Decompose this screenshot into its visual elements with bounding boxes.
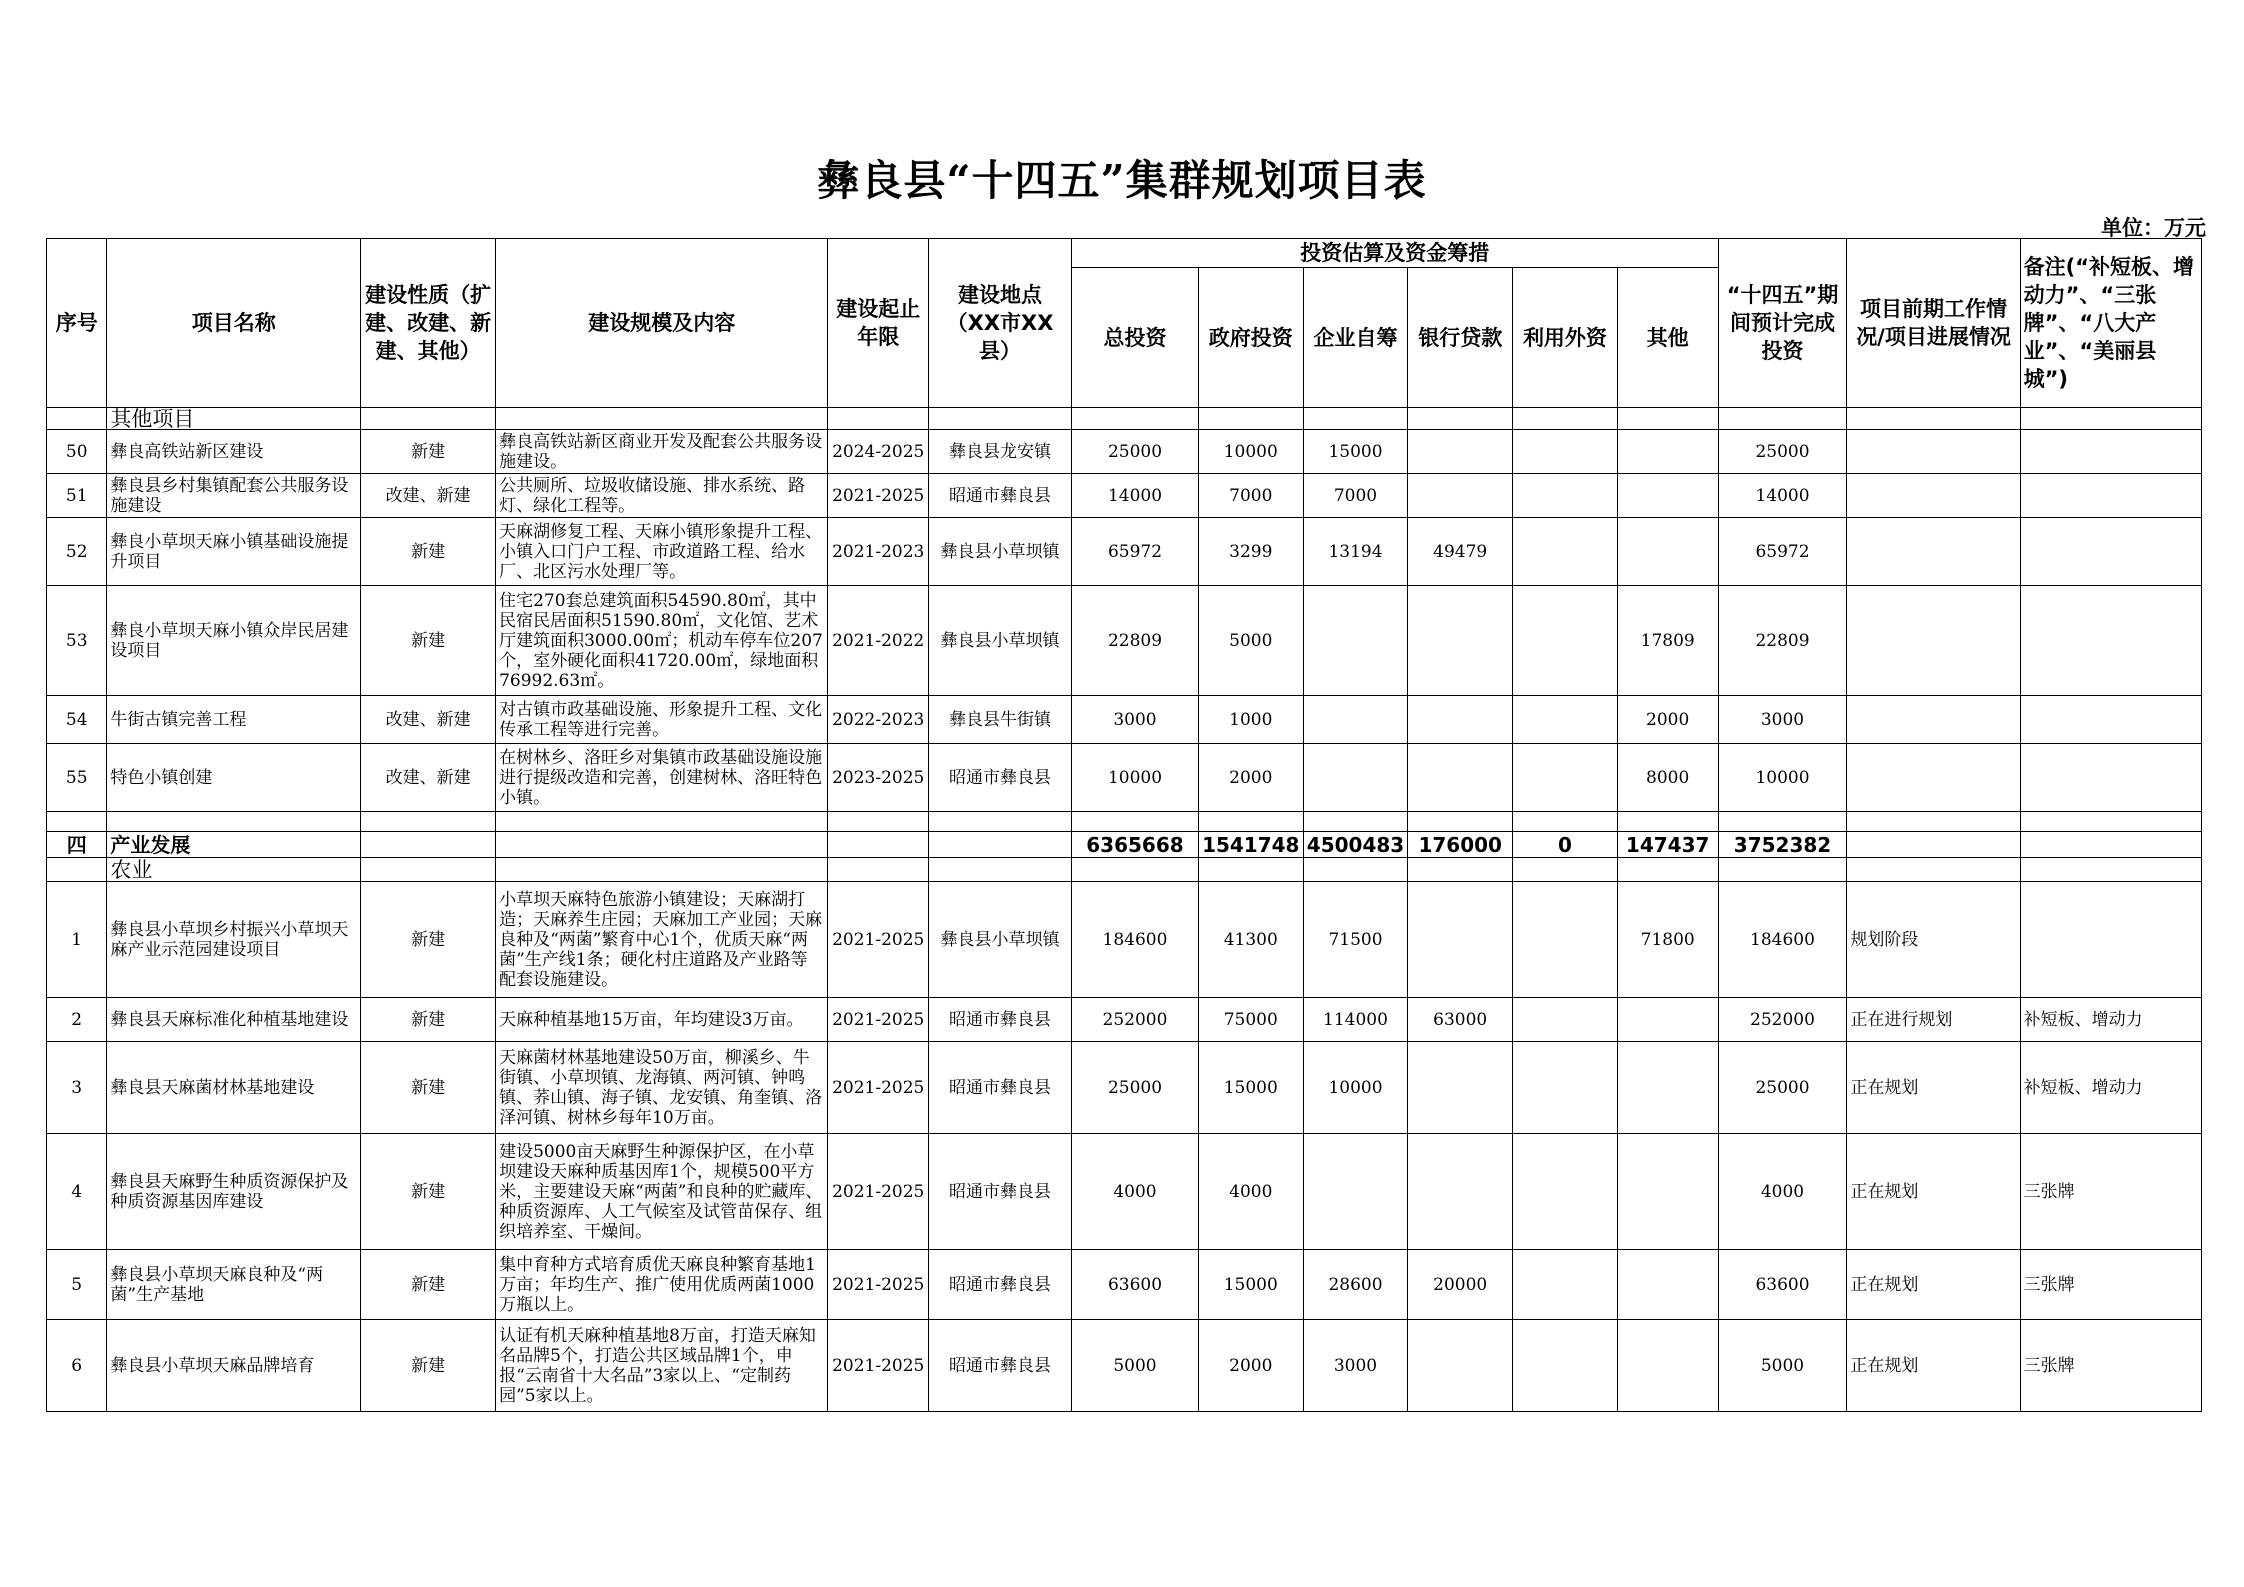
cell-nature: 改建、新建	[361, 744, 496, 812]
cell-total: 10000	[1072, 744, 1199, 812]
cell-total: 4000	[1072, 1134, 1199, 1250]
cell-name: 彝良高铁站新区建设	[107, 430, 361, 474]
cell-other	[1617, 430, 1718, 474]
cell-other: 17809	[1617, 586, 1718, 696]
cell-scope: 小草坝天麻特色旅游小镇建设；天麻湖打造；天麻养生庄园；天麻加工产业园；天麻良种及“两菌”繁育中心1个，优质天麻“两菌”生产线1条；硬化村庄道路及产业路等配套设施建设。	[496, 882, 828, 998]
cell-period: 2024-2025	[828, 430, 929, 474]
cell-nature: 新建	[361, 1250, 496, 1320]
cell-remark: 三张牌	[2020, 1320, 2201, 1412]
table-row	[47, 1250, 2202, 1320]
header-progress: 项目前期工作情况/项目进展情况	[1847, 239, 2020, 408]
section-seq: 四	[47, 832, 107, 858]
cell-foreign	[1513, 1320, 1618, 1412]
cell-foreign	[1513, 744, 1618, 812]
cell-nature: 新建	[361, 1320, 496, 1412]
cell-progress	[1847, 696, 2020, 744]
header-scope: 建设规模及内容	[496, 239, 828, 408]
cell-period: 2021-2025	[828, 1134, 929, 1250]
cell-bank: 63000	[1408, 998, 1513, 1042]
cell-remark	[2020, 518, 2201, 586]
header-invest-group: 投资估算及资金筹措	[1072, 239, 1719, 268]
cell-seq: 54	[47, 696, 107, 744]
cell-plan: 65972	[1718, 518, 1847, 586]
cell-scope: 对古镇市政基础设施、形象提升工程、文化传承工程等进行完善。	[496, 696, 828, 744]
cell-seq: 5	[47, 1250, 107, 1320]
section-plan: 3752382	[1718, 832, 1847, 858]
cell-total: 14000	[1072, 474, 1199, 518]
cell-scope: 天麻湖修复工程、天麻小镇形象提升工程、小镇入口门户工程、市政道路工程、给水厂、北区污水处理厂等。	[496, 518, 828, 586]
cell-seq: 55	[47, 744, 107, 812]
cell-remark	[2020, 744, 2201, 812]
table-row	[47, 744, 2202, 812]
cell-location: 昭通市彝良县	[929, 998, 1072, 1042]
cell-seq: 53	[47, 586, 107, 696]
section-remark	[2020, 832, 2201, 858]
cell-foreign	[1513, 696, 1618, 744]
cell-plan: 4000	[1718, 1134, 1847, 1250]
cell-remark: 补短板、增动力	[2020, 1042, 2201, 1134]
cell-total: 63600	[1072, 1250, 1199, 1320]
cell-ent: 15000	[1303, 430, 1408, 474]
cell-plan: 25000	[1718, 1042, 1847, 1134]
table-row	[47, 474, 2202, 518]
cell-period: 2023-2025	[828, 744, 929, 812]
cell-gov: 41300	[1198, 882, 1303, 998]
header-gov: 政府投资	[1198, 268, 1303, 408]
cell-gov: 3299	[1198, 518, 1303, 586]
cell-nature: 新建	[361, 518, 496, 586]
cell-other	[1617, 1134, 1718, 1250]
section-total: 6365668	[1072, 832, 1199, 858]
cell-plan: 63600	[1718, 1250, 1847, 1320]
cell-progress	[1847, 474, 2020, 518]
cell-remark	[2020, 430, 2201, 474]
cell-location: 昭通市彝良县	[929, 744, 1072, 812]
cell-ent	[1303, 1134, 1408, 1250]
cell-plan: 5000	[1718, 1320, 1847, 1412]
cell-location: 彝良县小草坝镇	[929, 882, 1072, 998]
cell-bank: 20000	[1408, 1250, 1513, 1320]
cell-progress	[1847, 586, 2020, 696]
group-row	[47, 858, 2202, 882]
cell-progress: 规划阶段	[1847, 882, 2020, 998]
cell-location: 昭通市彝良县	[929, 1250, 1072, 1320]
cell-other: 71800	[1617, 882, 1718, 998]
cell-nature: 新建	[361, 1042, 496, 1134]
cell-other	[1617, 1320, 1718, 1412]
cell-bank	[1408, 1134, 1513, 1250]
cell-remark: 三张牌	[2020, 1250, 2201, 1320]
table-row	[47, 1320, 2202, 1412]
cell-progress: 正在规划	[1847, 1320, 2020, 1412]
cell-nature: 新建	[361, 998, 496, 1042]
cell-total: 65972	[1072, 518, 1199, 586]
section-name: 产业发展	[107, 832, 361, 858]
cell-foreign	[1513, 1250, 1618, 1320]
table-row	[47, 586, 2202, 696]
cell-nature: 新建	[361, 882, 496, 998]
cell-foreign	[1513, 998, 1618, 1042]
cell-foreign	[1513, 1042, 1618, 1134]
section-bank: 176000	[1408, 832, 1513, 858]
cell-location: 昭通市彝良县	[929, 1134, 1072, 1250]
cell-scope: 建设5000亩天麻野生种源保护区，在小草坝建设天麻种质基因库1个，规模500平方米，主要建设天麻“两菌”和良种的贮藏库、种质资源库、人工气候室及试管苗保存、组织培养室、干燥间。	[496, 1134, 828, 1250]
cell-plan: 14000	[1718, 474, 1847, 518]
cell-seq: 2	[47, 998, 107, 1042]
cell-scope: 在树林乡、洛旺乡对集镇市政基础设施设施进行提级改造和完善，创建树林、洛旺特色小镇。	[496, 744, 828, 812]
cell-total: 25000	[1072, 1042, 1199, 1134]
cell-period: 2021-2025	[828, 882, 929, 998]
header-total: 总投资	[1072, 268, 1199, 408]
cell-foreign	[1513, 882, 1618, 998]
section-foreign: 0	[1513, 832, 1618, 858]
cell-remark: 补短板、增动力	[2020, 998, 2201, 1042]
header-nature: 建设性质（扩建、改建、新建、其他）	[361, 239, 496, 408]
cell-remark: 三张牌	[2020, 1134, 2201, 1250]
cell-seq: 1	[47, 882, 107, 998]
cell-nature: 改建、新建	[361, 696, 496, 744]
cell-gov: 2000	[1198, 1320, 1303, 1412]
cell-remark	[2020, 474, 2201, 518]
cell-bank	[1408, 586, 1513, 696]
cell-other	[1617, 474, 1718, 518]
cell-location: 彝良县小草坝镇	[929, 518, 1072, 586]
cell-period: 2021-2025	[828, 998, 929, 1042]
cell-total: 22809	[1072, 586, 1199, 696]
cell-remark	[2020, 882, 2201, 998]
cell-bank	[1408, 882, 1513, 998]
table-row	[47, 1134, 2202, 1250]
cell-other	[1617, 518, 1718, 586]
project-table	[46, 238, 2202, 1412]
cell-bank	[1408, 430, 1513, 474]
cell-seq: 50	[47, 430, 107, 474]
cell-progress: 正在进行规划	[1847, 998, 2020, 1042]
cell-seq: 3	[47, 1042, 107, 1134]
cell-name: 彝良县小草坝天麻良种及“两菌”生产基地	[107, 1250, 361, 1320]
section-progress	[1847, 832, 2020, 858]
group-label: 农业	[107, 858, 361, 882]
section-gov: 1541748	[1198, 832, 1303, 858]
cell-ent: 13194	[1303, 518, 1408, 586]
cell-bank: 49479	[1408, 518, 1513, 586]
cell-seq: 52	[47, 518, 107, 586]
cell-seq: 51	[47, 474, 107, 518]
cell-period: 2021-2022	[828, 586, 929, 696]
cell-gov: 1000	[1198, 696, 1303, 744]
header-ent: 企业自筹	[1303, 268, 1408, 408]
cell-progress	[1847, 430, 2020, 474]
cell-period: 2022-2023	[828, 696, 929, 744]
table-row	[47, 1042, 2202, 1134]
cell-foreign	[1513, 1134, 1618, 1250]
cell-ent: 114000	[1303, 998, 1408, 1042]
cell-name: 特色小镇创建	[107, 744, 361, 812]
cell-period: 2021-2025	[828, 1320, 929, 1412]
cell-location: 彝良县小草坝镇	[929, 586, 1072, 696]
cell-nature: 新建	[361, 430, 496, 474]
cell-name: 彝良小草坝天麻小镇基础设施提升项目	[107, 518, 361, 586]
cell-foreign	[1513, 518, 1618, 586]
cell-nature: 新建	[361, 1134, 496, 1250]
cell-progress	[1847, 518, 2020, 586]
cell-period: 2021-2023	[828, 518, 929, 586]
cell-nature: 新建	[361, 586, 496, 696]
header-period: 建设起止年限	[828, 239, 929, 408]
cell-bank	[1408, 696, 1513, 744]
cell-gov: 5000	[1198, 586, 1303, 696]
cell-other	[1617, 1250, 1718, 1320]
section-ent: 4500483	[1303, 832, 1408, 858]
cell-plan: 3000	[1718, 696, 1847, 744]
cell-bank	[1408, 1042, 1513, 1134]
cell-plan: 184600	[1718, 882, 1847, 998]
cell-foreign	[1513, 474, 1618, 518]
header-name: 项目名称	[107, 239, 361, 408]
cell-scope: 认证有机天麻种植基地8万亩，打造天麻知名品牌5个，打造公共区域品牌1个，申报“云南省十大名品”3家以上、“定制药园”5家以上。	[496, 1320, 828, 1412]
cell-gov: 10000	[1198, 430, 1303, 474]
header-foreign: 利用外资	[1513, 268, 1618, 408]
cell-location: 昭通市彝良县	[929, 1042, 1072, 1134]
cell-ent	[1303, 696, 1408, 744]
table-row	[47, 430, 2202, 474]
cell-gov: 7000	[1198, 474, 1303, 518]
blank-row	[47, 812, 2202, 832]
cell-bank	[1408, 744, 1513, 812]
cell-name: 彝良县天麻标准化种植基地建设	[107, 998, 361, 1042]
cell-plan: 252000	[1718, 998, 1847, 1042]
cell-foreign	[1513, 586, 1618, 696]
table-row	[47, 882, 2202, 998]
section-nature	[361, 832, 496, 858]
cell-total: 5000	[1072, 1320, 1199, 1412]
cell-name: 牛街古镇完善工程	[107, 696, 361, 744]
cell-name: 彝良县小草坝乡村振兴小草坝天麻产业示范园建设项目	[107, 882, 361, 998]
section-scope	[496, 832, 828, 858]
page-title: 彝良县“十四五”集群规划项目表	[817, 156, 1427, 205]
cell-gov: 15000	[1198, 1250, 1303, 1320]
cell-ent: 3000	[1303, 1320, 1408, 1412]
cell-location: 彝良县龙安镇	[929, 430, 1072, 474]
cell-scope: 集中育种方式培育质优天麻良种繁育基地1万亩；年均生产、推广使用优质两菌1000万瓶以上。	[496, 1250, 828, 1320]
cell-total: 184600	[1072, 882, 1199, 998]
cell-scope: 天麻种植基地15万亩，年均建设3万亩。	[496, 998, 828, 1042]
cell-ent: 10000	[1303, 1042, 1408, 1134]
cell-progress: 正在规划	[1847, 1042, 2020, 1134]
cell-ent: 28600	[1303, 1250, 1408, 1320]
section-row	[47, 832, 2202, 858]
cell-location: 彝良县牛街镇	[929, 696, 1072, 744]
cell-gov: 15000	[1198, 1042, 1303, 1134]
cell-bank	[1408, 474, 1513, 518]
header-seq: 序号	[47, 239, 107, 408]
group-row	[47, 408, 2202, 430]
cell-plan: 25000	[1718, 430, 1847, 474]
cell-gov: 2000	[1198, 744, 1303, 812]
header-other: 其他	[1617, 268, 1718, 408]
group-label: 其他项目	[107, 408, 361, 430]
cell-ent: 7000	[1303, 474, 1408, 518]
cell-scope: 彝良高铁站新区商业开发及配套公共服务设施建设。	[496, 430, 828, 474]
cell-seq: 4	[47, 1134, 107, 1250]
cell-period: 2021-2025	[828, 474, 929, 518]
cell-other	[1617, 1042, 1718, 1134]
cell-scope: 住宅270套总建筑面积54590.80㎡，其中民宿民居面积51590.80㎡，文化馆、艺术厅建筑面积3000.00㎡；机动车停车位207个，室外硬化面积41720.00㎡，绿地面积76992.63㎡。	[496, 586, 828, 696]
cell-name: 彝良县小草坝天麻品牌培育	[107, 1320, 361, 1412]
cell-period: 2021-2025	[828, 1042, 929, 1134]
section-other: 147437	[1617, 832, 1718, 858]
cell-period: 2021-2025	[828, 1250, 929, 1320]
cell-seq: 6	[47, 1320, 107, 1412]
cell-nature: 改建、新建	[361, 474, 496, 518]
cell-name: 彝良小草坝天麻小镇众岸民居建设项目	[107, 586, 361, 696]
cell-other: 8000	[1617, 744, 1718, 812]
cell-remark	[2020, 586, 2201, 696]
cell-progress: 正在规划	[1847, 1250, 2020, 1320]
cell-other: 2000	[1617, 696, 1718, 744]
cell-gov: 4000	[1198, 1134, 1303, 1250]
table-row	[47, 518, 2202, 586]
cell-location: 昭通市彝良县	[929, 1320, 1072, 1412]
table-row	[47, 696, 2202, 744]
cell-name: 彝良县天麻菌材林基地建设	[107, 1042, 361, 1134]
header-location: 建设地点（XX市XX县）	[929, 239, 1072, 408]
cell-total: 3000	[1072, 696, 1199, 744]
cell-remark	[2020, 696, 2201, 744]
cell-bank	[1408, 1320, 1513, 1412]
cell-name: 彝良县乡村集镇配套公共服务设施建设	[107, 474, 361, 518]
cell-ent	[1303, 744, 1408, 812]
cell-ent: 71500	[1303, 882, 1408, 998]
cell-total: 252000	[1072, 998, 1199, 1042]
cell-total: 25000	[1072, 430, 1199, 474]
header-remark: 备注(“补短板、增动力”、“三张牌”、“八大产业”、“美丽县城”)	[2020, 239, 2201, 408]
cell-plan: 22809	[1718, 586, 1847, 696]
section-period	[828, 832, 929, 858]
cell-plan: 10000	[1718, 744, 1847, 812]
cell-foreign	[1513, 430, 1618, 474]
cell-other	[1617, 998, 1718, 1042]
table-row	[47, 998, 2202, 1042]
cell-ent	[1303, 586, 1408, 696]
cell-scope: 天麻菌材林基地建设50万亩，柳溪乡、牛街镇、小草坝镇、龙海镇、两河镇、钟鸣镇、荞山镇、海子镇、龙安镇、角奎镇、洛泽河镇、树林乡每年10万亩。	[496, 1042, 828, 1134]
header-plan: “十四五”期间预计完成投资	[1718, 239, 1847, 408]
unit-label: 单位：万元	[2101, 215, 2206, 240]
cell-gov: 75000	[1198, 998, 1303, 1042]
section-location	[929, 832, 1072, 858]
cell-location: 昭通市彝良县	[929, 474, 1072, 518]
cell-scope: 公共厕所、垃圾收储设施、排水系统、路灯、绿化工程等。	[496, 474, 828, 518]
cell-progress: 正在规划	[1847, 1134, 2020, 1250]
header-bank: 银行贷款	[1408, 268, 1513, 408]
cell-name: 彝良县天麻野生种质资源保护及种质资源基因库建设	[107, 1134, 361, 1250]
cell-progress	[1847, 744, 2020, 812]
